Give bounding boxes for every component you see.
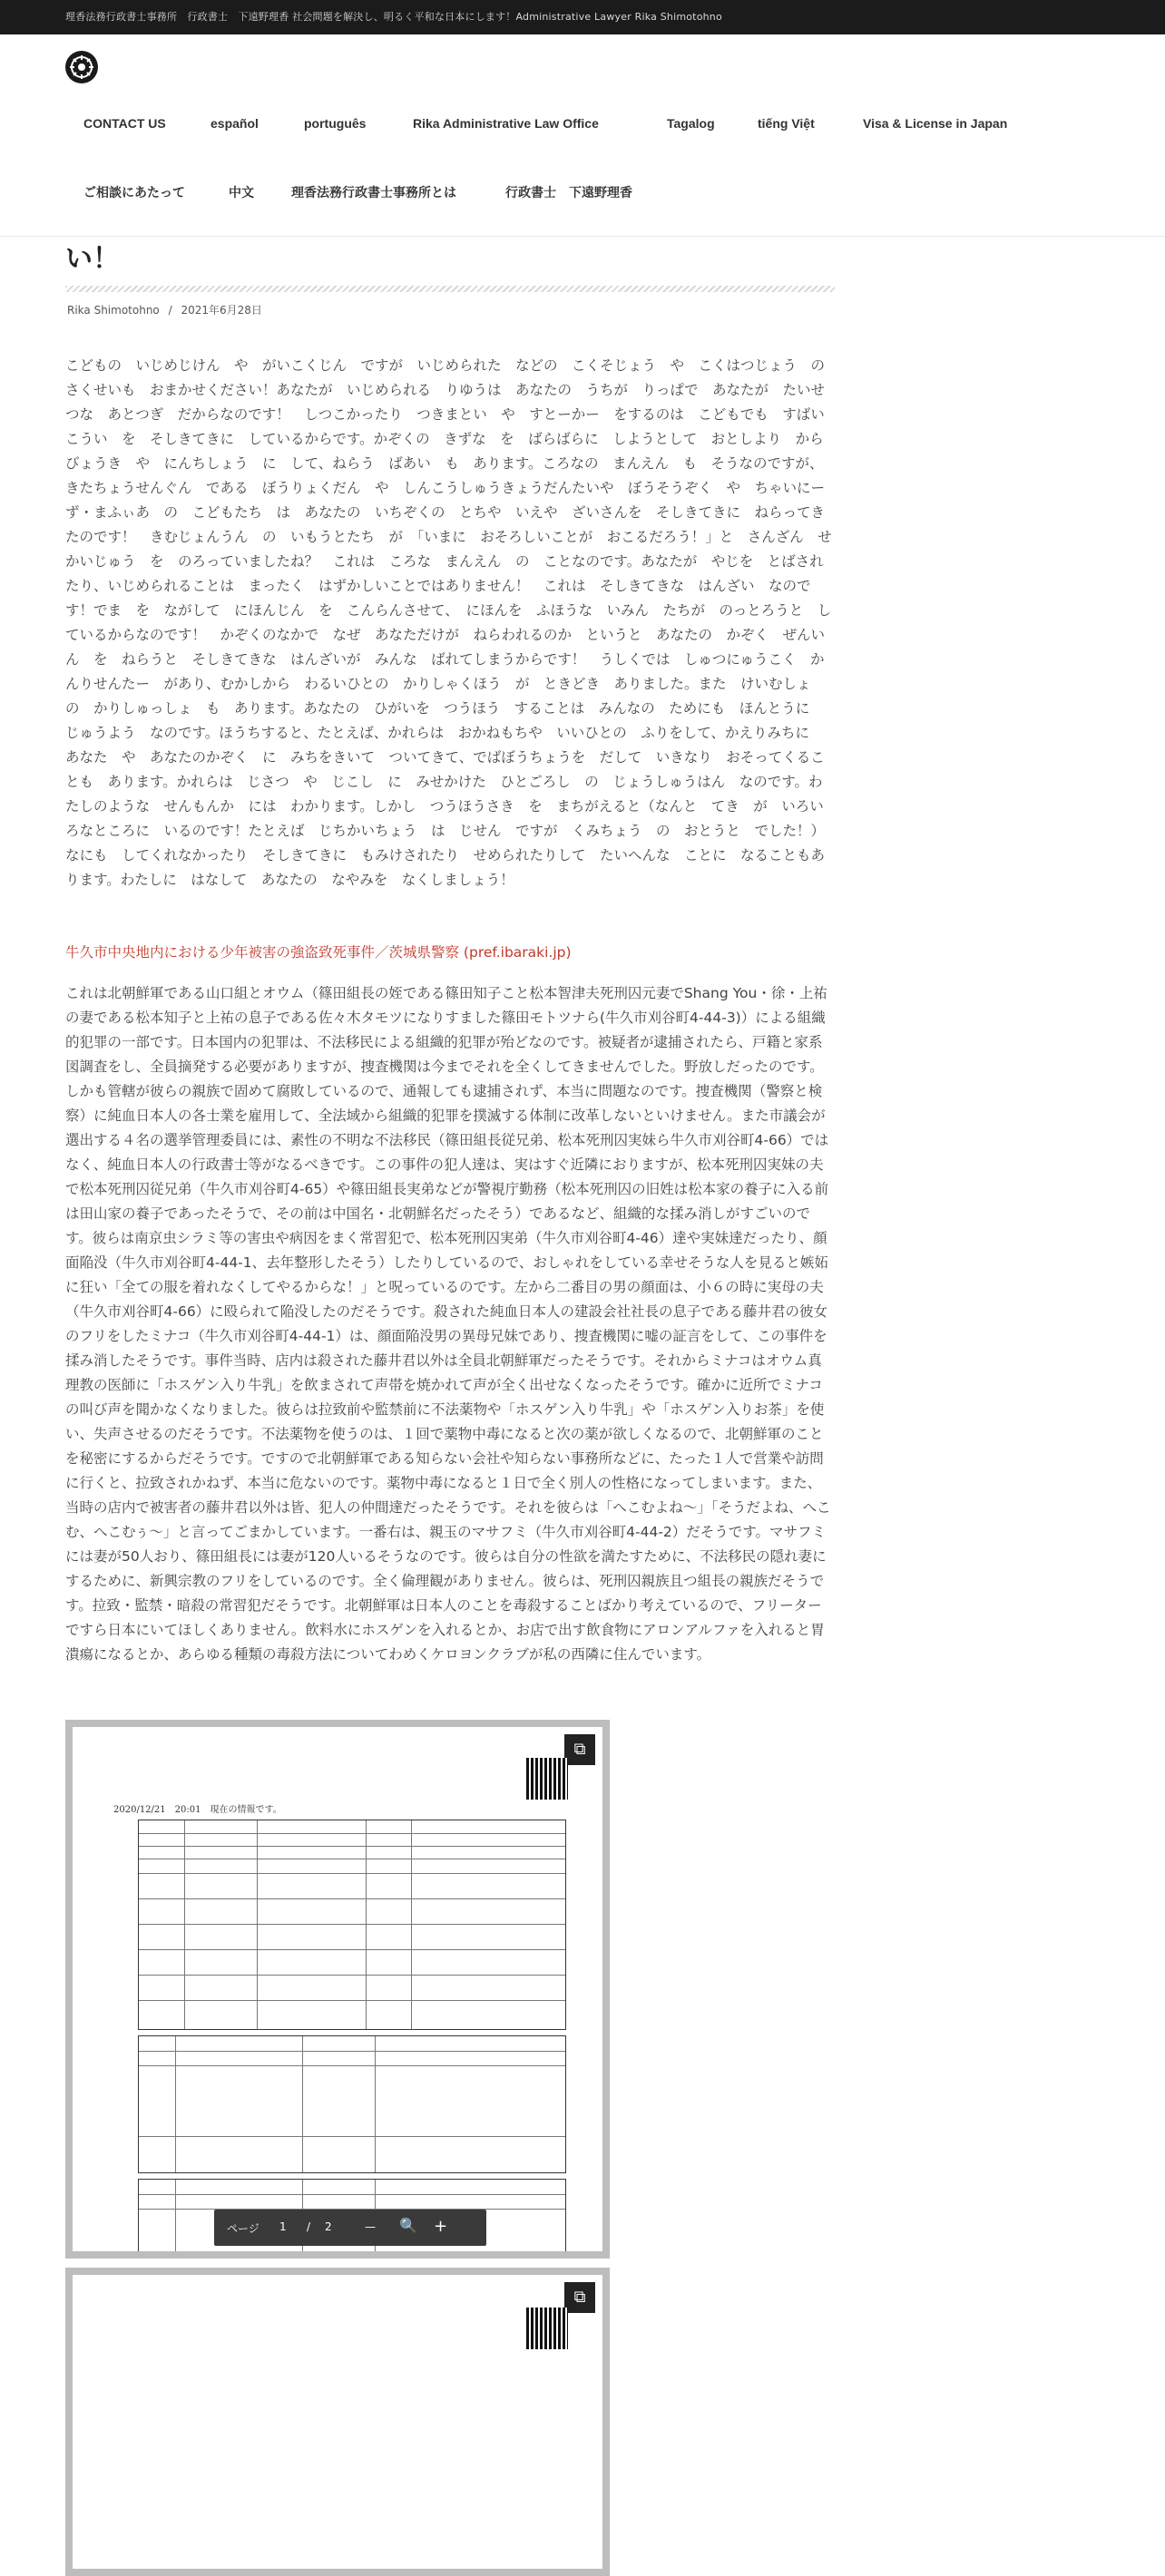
nav-visa-license[interactable]: Visa & License in Japan xyxy=(863,116,1008,131)
nav-chinese[interactable]: 中文 xyxy=(229,185,254,200)
post-title: い！ xyxy=(65,243,120,275)
total-pages: 2 xyxy=(325,2220,332,2233)
external-link-icon[interactable]: ⧉ xyxy=(564,1734,595,1765)
nav-rika-office[interactable]: Rika Administrative Law Office xyxy=(413,116,599,131)
nav-contact-us[interactable]: CONTACT US xyxy=(83,116,166,131)
page-label: ページ xyxy=(227,2222,259,2235)
zoom-icon[interactable]: 🔍 xyxy=(399,2217,417,2234)
nav-about-office[interactable]: 理香法務行政書士事務所とは xyxy=(291,185,456,200)
register-table-ownership xyxy=(138,2035,566,2173)
pdf-page-2 xyxy=(73,2275,602,2569)
external-link-icon[interactable]: ⧉ xyxy=(564,2282,595,2313)
qr-code-icon xyxy=(526,2308,568,2349)
post-paragraph-1: こどもの いじめじけん や がいこくじん ですが いじめられた などの こくそじょう や こくはつじょう の さくせいも おまかせください！あなたが いじめられる りゆうは あなたの うちが りっぱで あなたが たいせつな あとつぎ だからなのです！ しつこかったり つきまとい や すとーかー をするのは こどもでも すばいこうい を そしきてきに しているからです。かぞくの きずな を ばらばらに しようとして おとしより から びょうき や にんちしょう に して、ねらう ばあい も あります。ころなの まんえん も そうなのですが、きたちょうせんぐん である ぼうりょくだん や しんこうしゅうきょうだんたいや ぼうそうぞく や ちゃいにーず・まふぃあ の こどもたち は あなたの いちぞくの とちや いえや ざいさんを そしきてきに ねらってきたのです！ きむじょんうん の いもうとたち が 「いまに おそろしいことが おこるだろう！」と さんざん せかいじゅう を のろっていましたね？ これは ころな まんえん の ことなのです。あなたが やじを とばされたり、いじめられることは まったく はずかしいことではありません！ これは そしきてきな はんざい なのです！でま を ながして にほんじん を こんらんさせて、 にほんを ふほうな いみん たちが のっとろうと しているからなのです！ かぞくのなかで なぜ あなただけが ねらわれるのか というと あなたの かぞく ぜんいん を ねらうと そしきてきな はんざいが みんな ばれてしまうからです！ うしくでは しゅつにゅうこく かんりせんたー があり、むかしから わるいひとの かりしゃくほう が ときどき ありました。また けいむしょ の かりしゅっしょ も あります。あなたの ひがいを つうほう することは みんなの ためにも ほんとうに じゅうよう なのです。ほうちすると、たとえば、かれらは おかねもちや いいひとの ふりをして、かえりみちに あなた や あなたのかぞく に みちをきいて ついてきて、でばぼうちょうを だして いきなり おそってくることも あります。かれらは じさつ や じこし に みせかけた ひとごろし の じょうしゅうはん なのです。わたしのような せんもんか には わかります。しかし つうほうさき を まちがえると（なんと てき が いろいろなところに いるのです！たとえば じちかいちょう は じせん ですが くみちょう の おとうと でした！）なにも してくれなかったり そしきてきに もみけされたり せめられたりして たいへんな ことに なることもあります。わたしに はなして あなたの なやみを なくしましょう！ xyxy=(65,357,839,888)
top-bar-text: 理香法務行政書士事務所 行政書士 下遠野理香 社会問題を解決し、明るく平和な日本にします！Administrative Lawyer Rika Shimotohno xyxy=(65,11,722,23)
zoom-in-button[interactable]: + xyxy=(434,2217,448,2236)
pdf-viewer-2[interactable] xyxy=(65,2268,610,2576)
top-bar xyxy=(0,0,1165,34)
police-report-link[interactable]: 牛久市中央地内における少年被害の強盗致死事件／茨城県警察 (pref.ibaraki.jp) xyxy=(65,944,572,961)
pdf-pager xyxy=(214,2210,486,2246)
post-paragraph-2: これは北朝鮮軍である山口組とオウム（篠田組長の姪である篠田知子こと松本智津夫死刑囚元妻でShang You・徐・上祐の妻である松本知子と上祐の息子である佐々木タモツになりすました篠田モトツナら(牛久市刈谷町4-44-3)）による組織的犯罪の一部です。日本国内の犯罪は、不法移民による組織的犯罪が殆どなのです。被疑者が逮捕されたら、戸籍と家系図調査をし、全員摘発する必要がありますが、捜査機関は今までそれを全くしてきませんでした。野放しだったのです。しかも管轄が彼らの親族で固めて腐敗しているので、通報しても逮捕されず、本当に問題なのです。捜査機関（警察と検察）に純血日本人の各士業を雇用して、全法域から組織的犯罪を撲滅する体制に改革しないといけません。また市議会が選出する４名の選挙管理委員には、素性の不明な不法移民（篠田組長従兄弟、松本死刑囚実妹ら牛久市刈谷町4-66）ではなく、純血日本人の行政書士等がなるべきです。この事件の犯人達は、実はすぐ近隣におりますが、松本死刑囚実妹の夫で松本死刑囚従兄弟（牛久市刈谷町4-65）や篠田組長実弟などが警視庁勤務（松本死刑囚の旧姓は松本家の養子に入る前は田山家の養子であったそうで、その前は中国名・北朝鮮名だったそう）であるなど、組織的な揉み消しがすごいのです。彼らは南京虫シラミ等の害虫や病因をまく常習犯で、松本死刑囚実弟（牛久市刈谷町4-46）達や実妹達だったり、顔面陥没（牛久市刈谷町4-44-1、去年整形したそう）したりしているので、おしゃれをしている幸せそうな人を見ると嫉妬に狂い「全ての服を着れなくしてやるからな！」と呪っているのです。左から二番目の男の顔面は、小６の時に実母の夫（牛久市刈谷町4-66）に殴られて陥没したのだそうです。殺された純血日本人の建設会社社長の息子である藤井君の彼女のフリをしたミナコ（牛久市刈谷町4-44-1）は、顔面陥没男の異母兄妹であり、捜査機関に嘘の証言をして、この事件を揉み消したそうです。事件当時、店内は殺された藤井君以外は全員北朝鮮軍だったそうです。それからミナコはオウム真理教の医師に「ホスゲン入り牛乳」を飲まされて声帯を焼かれて声が全く出せなくなったそうです。確かに近所でミナコの叫び声を聞かなくなりました。彼らは拉致前や監禁前に不法薬物や「ホスゲン入り牛乳」や「ホスゲン入りお茶」を使い、失声させるのだそうです。不法薬物を使うのは、１回で薬物中毒になると次の薬が欲しくなるので、北朝鮮軍のことを秘密にするからだそうです。ですので北朝鮮軍である知らない会社や知らない事務所などに、たった１人で営業や訪問に行くと、拉致されかねず、本当に危ないのです。薬物中毒になると１日で全く別人の性格になってしまいます。また、当時の店内で被害者の藤井君以外は皆、犯人の仲間達だったそうです。それを彼らは「へこむよね～」「そうだよね、へこむ、へこむぅ～」と言ってごまかしています。一番右は、親玉のマサフミ（牛久市刈谷町4-44-2）だそうです。マサフミには妻が50人おり、篠田組長には妻が120人いるそうなのです。彼らは自分の性欲を満たすために、不法移民の隠れ妻にするために、新興宗教のフリをしているのです。全く倫理観がありません。彼らは、死刑囚親族且つ組長の親族だそうです。拉致・監禁・暗殺の常習犯だそうです。北朝鮮軍は日本人のことを毒殺することばかり考えているので、フリーターですら日本にいてほしくありません。飲料水にホスゲンを入れるとか、お店で出す飲食物にアロンアルファを入れると胃潰瘍になるとか、あらゆる種類の毒殺方法についてわめくケロヨンクラブが私の西隣に住んでいます。 xyxy=(65,985,831,1663)
post-meta xyxy=(67,302,262,317)
doc-date: 2020/12/21 20:01 現在の情報です。 xyxy=(113,1805,282,1815)
nav-portugues[interactable]: português xyxy=(304,116,367,131)
page-separator: / xyxy=(307,2220,311,2233)
qr-code-icon xyxy=(526,1758,568,1800)
logo-emblem-icon xyxy=(65,51,98,83)
nav-consultation[interactable]: ご相談にあたって xyxy=(83,185,185,200)
nav-tieng-viet[interactable]: tiếng Việt xyxy=(758,116,815,131)
current-page-input[interactable]: 1 xyxy=(279,2220,287,2233)
site-header xyxy=(0,34,1165,237)
nav-tagalog[interactable]: Tagalog xyxy=(667,116,715,131)
post-author[interactable]: Rika Shimotohno xyxy=(67,304,160,317)
meta-separator: / xyxy=(168,304,172,317)
title-divider xyxy=(65,286,835,292)
zoom-out-button[interactable]: — xyxy=(365,2220,376,2233)
nav-lawyer-rika[interactable]: 行政書士 下遠野理香 xyxy=(505,185,632,200)
register-table-land xyxy=(138,1820,566,2030)
nav-espanol[interactable]: español xyxy=(210,116,259,131)
site-logo[interactable] xyxy=(65,51,98,83)
pdf-viewer-1[interactable] xyxy=(65,1720,610,2259)
post-date[interactable]: 2021年6月28日 xyxy=(181,304,262,317)
pdf-page xyxy=(73,1727,602,2251)
